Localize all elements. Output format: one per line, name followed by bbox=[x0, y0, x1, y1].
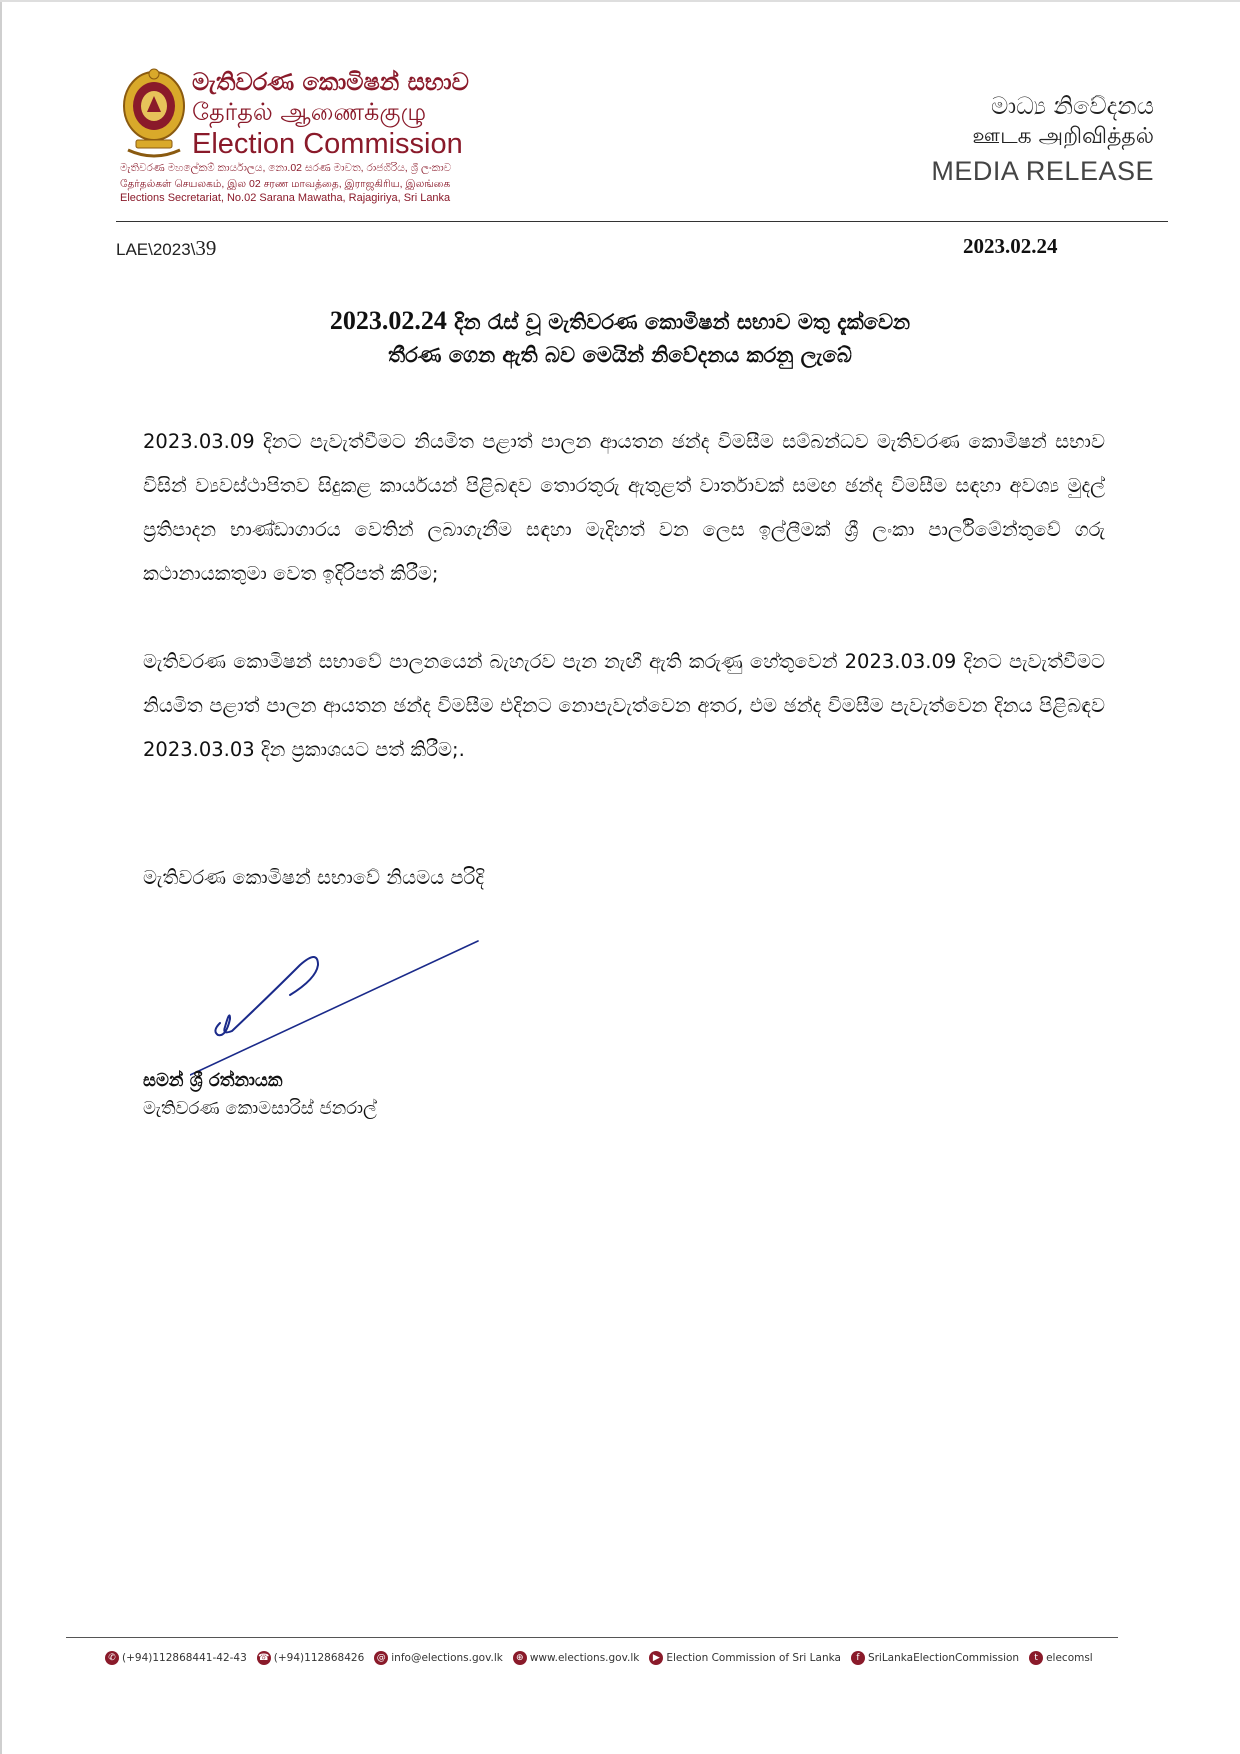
footer-youtube[interactable] bbox=[649, 1651, 841, 1665]
media-release-tamil: ஊடக அறிவித்தல் bbox=[972, 124, 1154, 149]
media-release-sinhala: මාධ්‍ය නිවේදනය bbox=[991, 92, 1154, 120]
title-line1-text: දින රැස් වූ මැතිවරණ කොමිෂන් සභාව මතු දැක්වෙන bbox=[446, 310, 911, 334]
globe-icon: ⊕ bbox=[513, 1651, 527, 1665]
footer-youtube-text: Election Commission of Sri Lanka bbox=[666, 1652, 841, 1664]
document-title-line-1 bbox=[140, 306, 1100, 336]
footer-twitter-text: elecomsl bbox=[1046, 1652, 1093, 1664]
phone-icon: ✆ bbox=[105, 1651, 119, 1665]
footer-fax-text: (+94)112868426 bbox=[273, 1652, 365, 1664]
email-icon: @ bbox=[374, 1651, 388, 1665]
youtube-icon: ▶ bbox=[649, 1651, 663, 1665]
footer-facebook[interactable] bbox=[851, 1651, 1019, 1665]
body-paragraph-1: 2023.03.09 දිනට පැවැත්වීමට නියමිත පළාත් පාලන ආයතන ඡන්ද විමසීම සම්බන්ධව මැතිවරණ කොමිෂන් සභාව විසින් ව්‍යවස්ථාපිතව සිදුකළ කාර්යයන් පිළිබඳව තොරතුරු ඇතුළත් වාර්තාවක් සමඟ ඡන්ද විමසීම සඳහා අවශ්‍ය මුදල් ප්‍රතිපාදන භාණ්ඩාගාරය වෙතින් ලබාගැනීම සඳහා මැදිහත් වන ලෙස ඉල්ලීමක් ශ්‍රී ලංකා පාර්ලිමේන්තුවේ ගරු කථානායකතුමා වෙත ඉදිරිපත් කිරීම; bbox=[143, 430, 1105, 585]
org-name-tamil: தேர்தல் ஆணைக்குழு bbox=[192, 98, 427, 126]
footer-facebook-text: SriLankaElectionCommission bbox=[867, 1652, 1020, 1664]
sri-lanka-emblem-icon bbox=[118, 66, 190, 162]
reference-num: 39 bbox=[195, 236, 217, 260]
address-tamil: தேர்தல்கள் செயலகம், இல 02 சரண மாவத்தை, இராஜகிரிய, இலங்கை bbox=[120, 178, 451, 190]
address-english: Elections Secretariat, No.02 Sarana Mawatha, Rajagiriya, Sri Lanka bbox=[120, 192, 451, 204]
page-edge bbox=[0, 0, 2, 1754]
footer-website[interactable] bbox=[513, 1651, 640, 1665]
signatory-title: මැතිවරණ කොමසාරිස් ජනරාල් bbox=[143, 1098, 377, 1119]
header-divider bbox=[116, 221, 1168, 222]
footer-divider bbox=[66, 1637, 1118, 1638]
body-paragraph-2: මැතිවරණ කොමිෂන් සභාවේ පාලනයෙන් බැහැරව පැන නැඟී ඇති කරුණු හේතුවෙන් 2023.03.09 දිනට පැවැත්වීමට නියමිත පළාත් පාලන ආයතන ඡන්ද විමසීම එදිනට නොපැවැත්වෙන අතර, එම ඡන්ද විමසීම පැවැත්වෙන දිනය පිළිබඳව 2023.03.03 දින ප්‍රකාශයට පත් කිරීම;. bbox=[143, 650, 1105, 761]
address-sinhala: මැතිවරණ මහලේකම් කාර්යාලය, නො.02 සරණ මාවත, රාජගිරිය, ශ්‍රී ලංකාව bbox=[120, 162, 452, 174]
title-date: 2023.02.24 bbox=[329, 306, 447, 335]
footer-contacts bbox=[105, 1647, 1093, 1669]
media-release-english: MEDIA RELEASE bbox=[931, 156, 1154, 186]
facebook-icon: f bbox=[851, 1651, 865, 1665]
signatory-name: සමන් ශ්‍රී රත්නායක bbox=[143, 1070, 283, 1091]
org-name-english: Election Commission bbox=[192, 128, 463, 160]
signature-image bbox=[190, 935, 490, 1085]
closing-line: මැතිවරණ කොමිෂන් සභාවේ නියමය පරිදි bbox=[143, 866, 484, 889]
release-date: 2023.02.24 bbox=[963, 234, 1058, 258]
org-name-sinhala: මැතිවරණ කොමිෂන් සභාව bbox=[192, 68, 469, 96]
twitter-icon: t bbox=[1029, 1651, 1043, 1665]
footer-twitter[interactable] bbox=[1029, 1651, 1093, 1665]
reference-prefix: LAE\2023\ bbox=[116, 240, 196, 259]
footer-phone[interactable] bbox=[105, 1651, 247, 1665]
document-title-line-2: තීරණ ගෙන ඇති බව මෙයින් නිවේදනය කරනු ලැබේ bbox=[388, 343, 852, 367]
reference-number bbox=[116, 236, 216, 261]
footer-email[interactable] bbox=[374, 1651, 503, 1665]
fax-icon: ☎ bbox=[258, 1653, 270, 1663]
page-edge-top bbox=[0, 0, 1240, 2]
footer-email-text: info@elections.gov.lk bbox=[391, 1652, 503, 1664]
footer-website-text: www.elections.gov.lk bbox=[529, 1652, 640, 1664]
footer-phone-text: (+94)112868441-42-43 bbox=[122, 1652, 247, 1664]
footer-fax[interactable] bbox=[257, 1651, 364, 1665]
